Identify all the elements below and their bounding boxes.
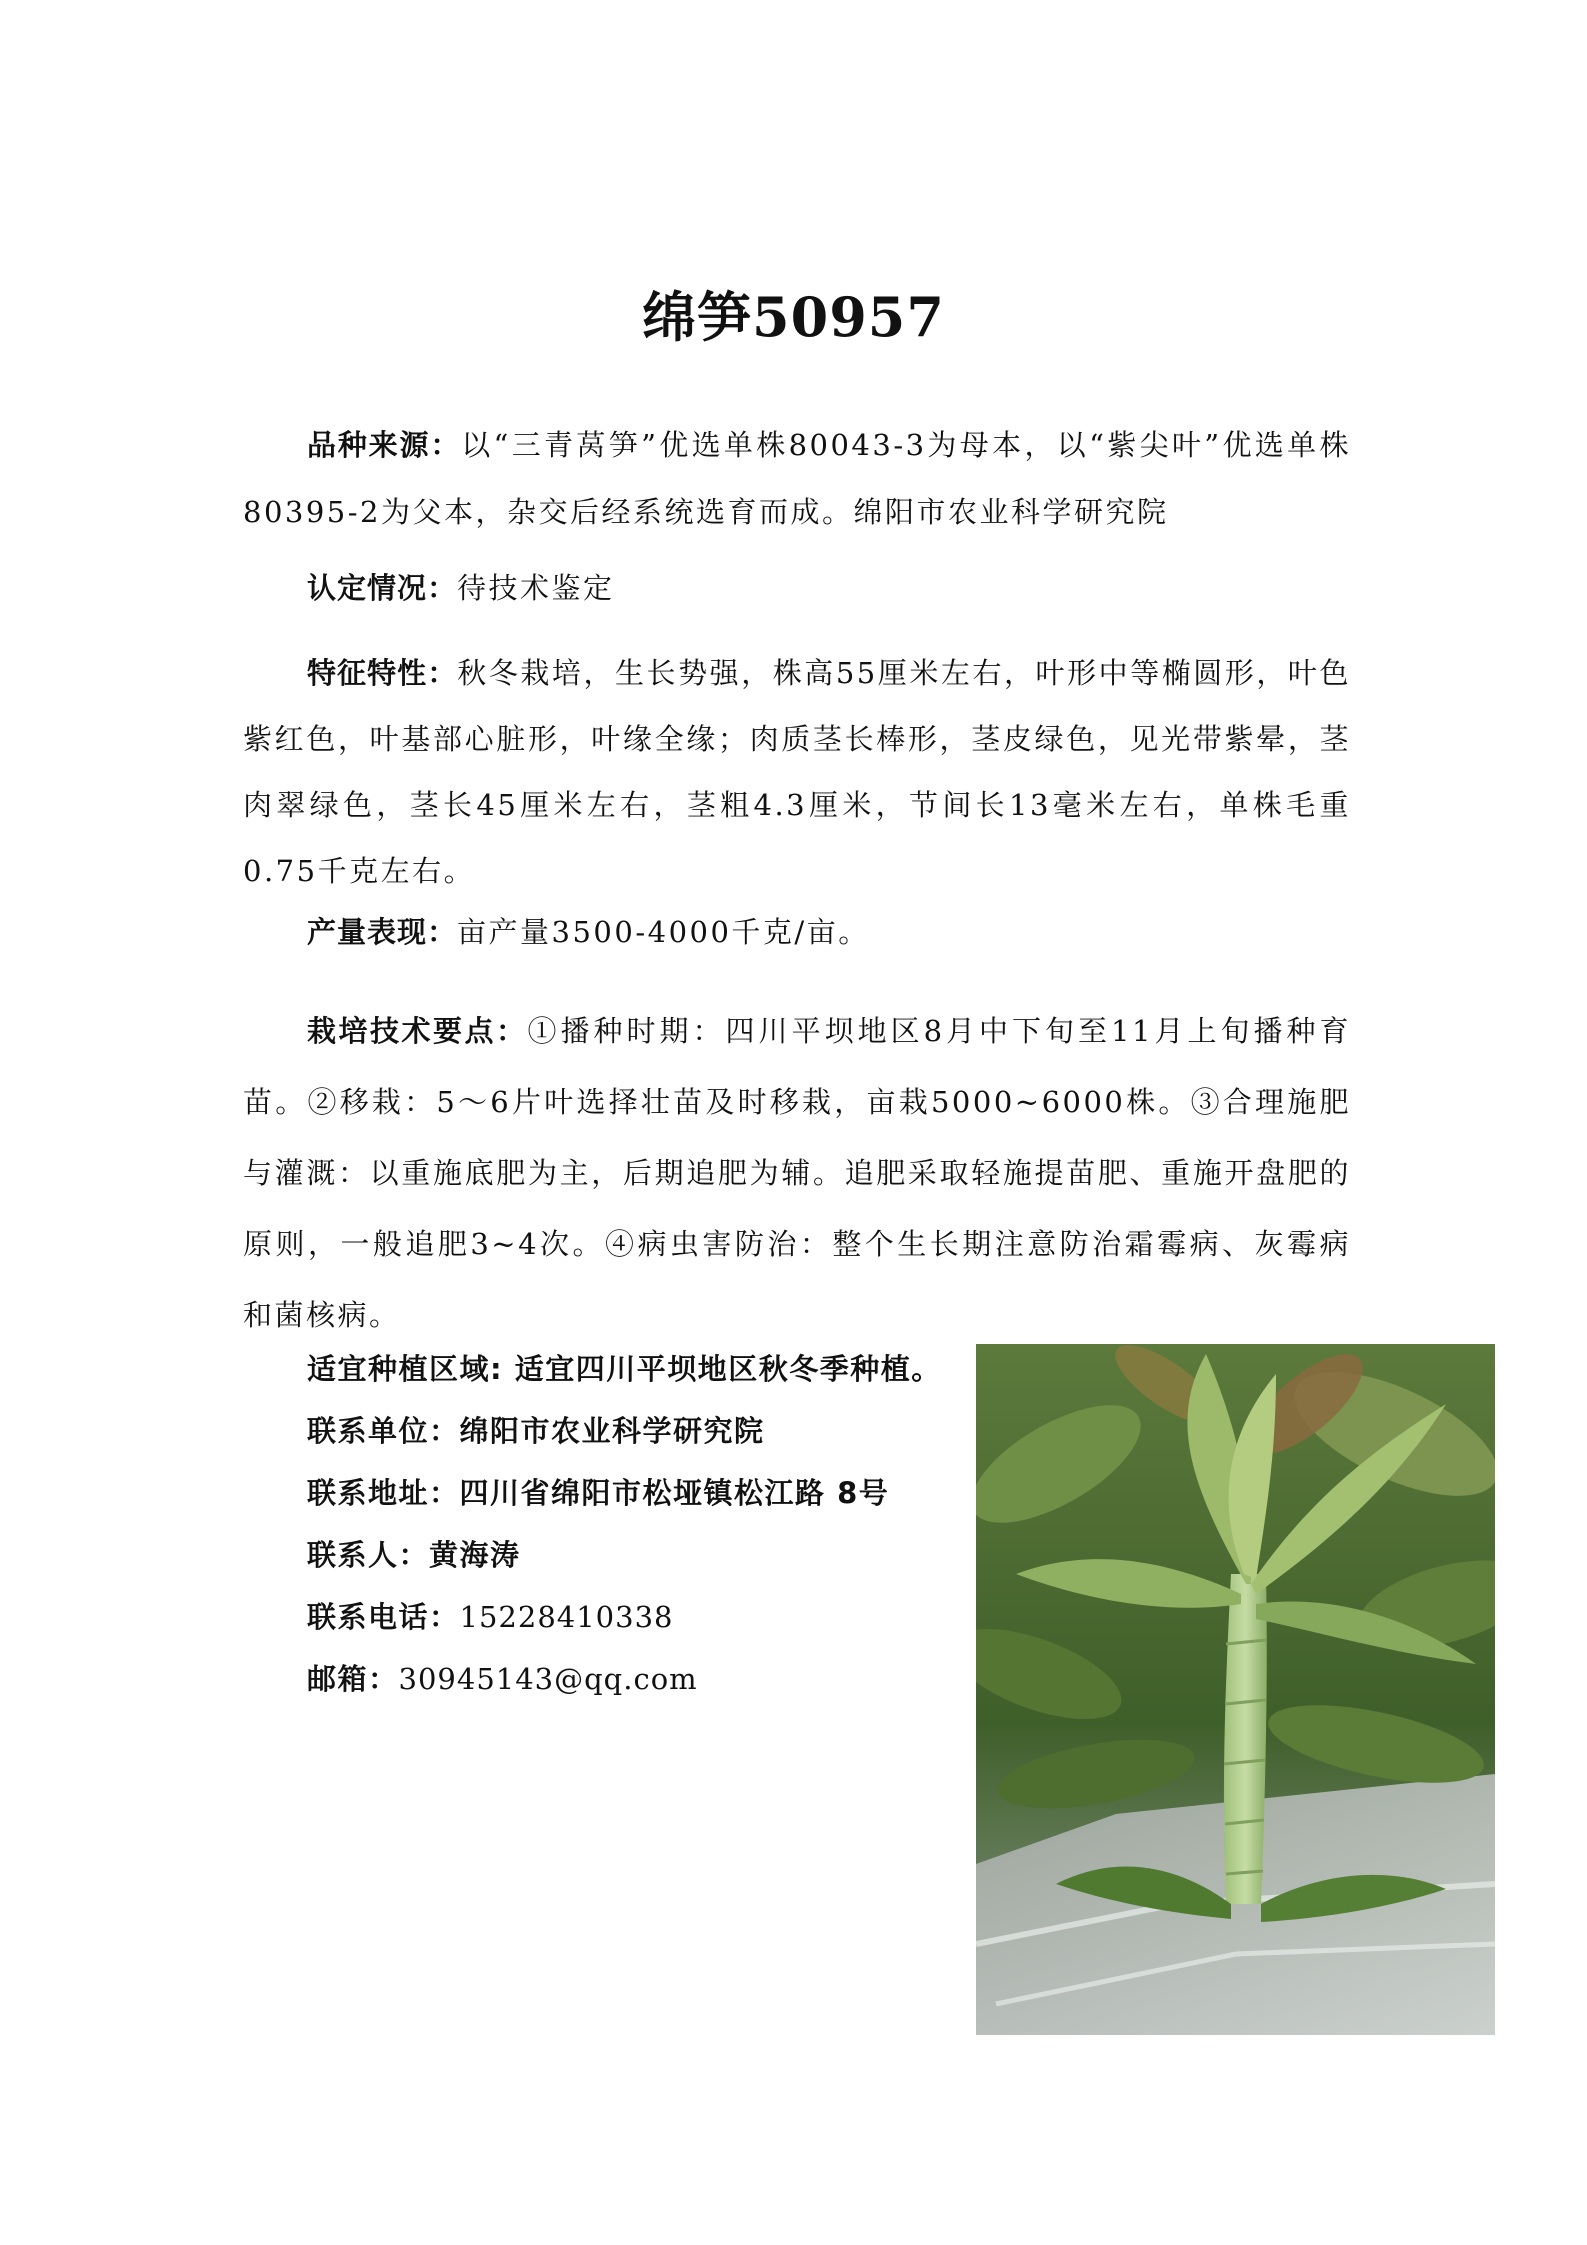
yield-section: [243, 899, 1351, 966]
address-label: 联系地址：: [307, 1476, 460, 1510]
certification-text: 待技术鉴定: [457, 571, 615, 605]
origin-section: [243, 412, 1351, 546]
unit-value: 绵阳市农业科学研究院: [459, 1414, 765, 1448]
cultivation-text: ①播种时期：四川平坝地区8月中下旬至11月上旬播种育苗。②移栽：5～6片叶选择壮苗及时移栽，亩栽5000~6000株。③合理施肥与灌溉：以重施底肥为主，后期追肥为辅。追肥采取轻施提苗肥、重施开盘肥的原则，一般追肥3~4次。④病虫害防治：整个生长期注意防治霜霉病、灰霉病和菌核病。: [243, 1014, 1351, 1332]
phone-value: 15228410338: [459, 1600, 674, 1634]
email-value: 30945143@qq.com: [398, 1662, 698, 1696]
plant-photo-illustration: [976, 1344, 1495, 2035]
origin-label: 品种来源：: [307, 428, 462, 462]
cultivation-label: 栽培技术要点：: [307, 1014, 528, 1048]
region-value: 适宜四川平坝地区秋冬季种植。: [514, 1352, 942, 1386]
contact-block: [307, 1338, 942, 1710]
phone-line: [307, 1586, 942, 1648]
origin-text: 以“三青莴笋”优选单株80043-3为母本，以“紫尖叶”优选单株80395-2为父本，杂交后经系统选育而成。绵阳市农业科学研究院: [243, 428, 1351, 529]
person-value: 黄海涛: [429, 1538, 521, 1572]
email-line: [307, 1648, 942, 1710]
certification-label: 认定情况：: [307, 571, 458, 605]
address-value: 四川省绵阳市松垭镇松江路 8号: [459, 1476, 890, 1510]
unit-line: [307, 1400, 942, 1462]
characteristics-text: 秋冬栽培，生长势强，株高55厘米左右，叶形中等椭圆形，叶色紫红色，叶基部心脏形，叶缘全缘；肉质茎长棒形，茎皮绿色，见光带紫晕，茎肉翠绿色，茎长45厘米左右，茎粗4.3厘米，节间长13毫米左右，单株毛重0.75千克左右。: [243, 656, 1351, 888]
lettuce-plant-photo: [976, 1344, 1495, 2035]
yield-label: 产量表现：: [307, 915, 458, 949]
person-label: 联系人：: [307, 1538, 430, 1572]
phone-label: 联系电话：: [307, 1600, 460, 1634]
certification-section: [243, 555, 1351, 622]
person-line: [307, 1524, 942, 1586]
email-label: 邮箱：: [307, 1662, 399, 1696]
yield-text: 亩产量3500-4000千克/亩。: [457, 915, 870, 949]
address-line: [307, 1462, 942, 1524]
characteristics-section: [243, 640, 1351, 904]
document-title: 绵笋50957: [642, 285, 945, 349]
unit-label: 联系单位：: [307, 1414, 460, 1448]
region-line: [307, 1338, 942, 1400]
cultivation-section: [243, 996, 1351, 1351]
characteristics-label: 特征特性：: [307, 656, 458, 690]
region-label: 适宜种植区域:: [307, 1352, 515, 1386]
